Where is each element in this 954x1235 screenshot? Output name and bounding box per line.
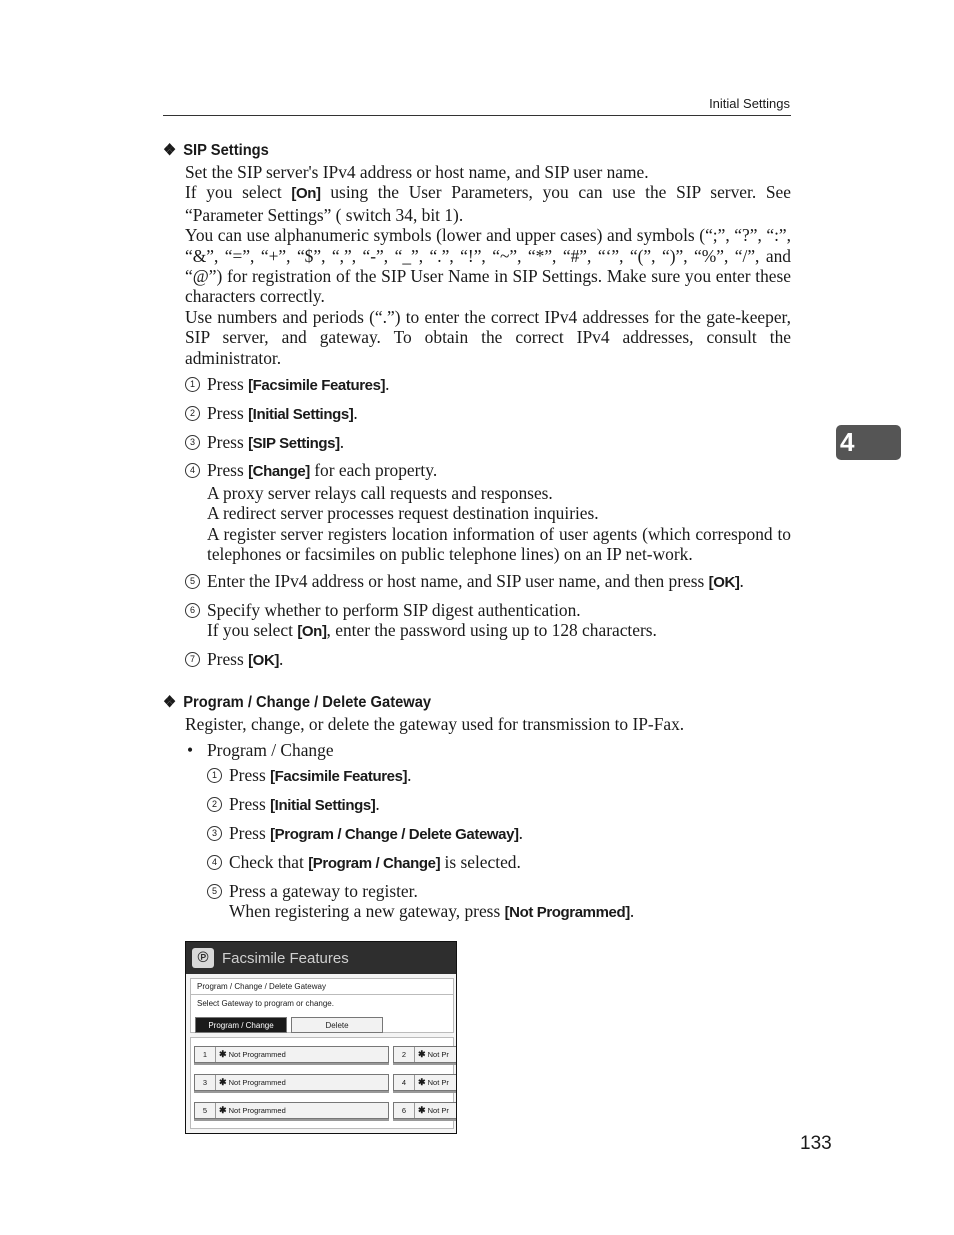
step: 5 Enter the IPv4 address or host name, and SIP user name, and then press [OK]. <box>185 571 791 593</box>
star-icon: ✱ <box>418 1049 426 1059</box>
gateway-steps <box>207 765 791 923</box>
paragraph: Use numbers and periods (“.”) to enter the correct IPv4 addresses for the gate-keeper, SIP server, and gateway. To obtain the correct IPv4 addresses, consult the administrator. <box>185 306 791 368</box>
program-change-tab[interactable]: Program / Change <box>195 1017 287 1033</box>
page-number: 133 <box>800 1133 832 1154</box>
gateway-button[interactable]: 4 ✱ Not Pr <box>393 1074 457 1091</box>
step: 2 Press [Initial Settings]. <box>185 403 791 425</box>
delete-tab[interactable]: Delete <box>291 1017 383 1033</box>
gateway-button[interactable]: 2 ✱ Not Pr <box>393 1046 457 1063</box>
star-icon: ✱ <box>219 1049 227 1059</box>
facsimile-features-screenshot <box>185 941 457 1134</box>
screen-titlebar <box>186 942 456 974</box>
star-icon: ✱ <box>418 1077 426 1087</box>
step: 3 Press [Program / Change / Delete Gateway]. <box>207 823 791 845</box>
paragraph: You can use alphanumeric symbols (lower and upper cases) and symbols (“;”, “?”, “:”, “&”, “=”, “+”, “$”, “,”, “-”, “_”, “.”, “!”, “~”, “*”, “#”, “‘”, “(”, “)”, “%”, “/”, and “@”) for registration of the SIP User Name in SIP Settings. Make sure you enter these characters correctly. <box>185 225 791 307</box>
screen-title: Facsimile Features <box>222 949 349 967</box>
prompt-text: Select Gateway to program or change. <box>197 999 334 1008</box>
bullet-item: • Program / Change 1 Press [Facsimile Features]. 2 Press [Initial Settings]. 3 Press [Program / Change / Delete Gateway]. 4 Check that [Program / Change] is selected. 5 Press a gateway to register. When registering a new gateway, press [Not Programmed]. <box>185 740 791 923</box>
gateway-button[interactable]: 6 ✱ Not Pr <box>393 1102 457 1119</box>
star-icon: ✱ <box>219 1105 227 1115</box>
gateway-button[interactable]: 3 ✱ Not Programmed <box>194 1074 389 1091</box>
gateway-intro <box>163 714 791 734</box>
step: 4 Press [Change] for each property. A proxy server relays call requests and responses. A redirect server processes request destination inquiries. A register server registers location information of user agents (which correspond to telephones or facsimiles on public telephone lines) on an IP net-work. <box>185 460 791 564</box>
bullet-icon: • <box>187 740 194 761</box>
step: 1 Press [Facsimile Features]. <box>185 374 791 396</box>
diamond-bullet-icon: ❖ <box>163 693 177 711</box>
paragraph: Register, change, or delete the gateway used for transmission to IP-Fax. <box>185 713 685 734</box>
step: 7 Press [OK]. <box>185 649 791 671</box>
paragraph: If you select [On] using the User Parameters, you can use the SIP server. See “Parameter Settings” ( switch 34, bit 1). <box>185 182 791 225</box>
step: 1 Press [Facsimile Features]. <box>207 765 791 787</box>
step: 3 Press [SIP Settings]. <box>185 432 791 454</box>
sip-intro <box>163 162 791 368</box>
star-icon: ✱ <box>219 1077 227 1087</box>
breadcrumb: Program / Change / Delete Gateway <box>190 978 454 995</box>
header-rule <box>163 115 791 116</box>
section-heading-sip: ❖ SIP Settings <box>163 140 741 162</box>
fax-app-icon: ℗ <box>192 948 214 968</box>
gateway-button[interactable]: 1 ✱ Not Programmed <box>194 1046 389 1063</box>
gateway-bullets <box>163 740 791 923</box>
step: 6 Specify whether to perform SIP digest authentication. If you select [On], enter the password using up to 128 characters. <box>185 600 791 643</box>
section-heading-gateway: ❖ Program / Change / Delete Gateway <box>163 692 741 714</box>
star-icon: ✱ <box>418 1105 426 1115</box>
step: 2 Press [Initial Settings]. <box>207 794 791 816</box>
step: 5 Press a gateway to register. When registering a new gateway, press [Not Programmed]. <box>207 881 791 924</box>
diamond-bullet-icon: ❖ <box>163 142 177 159</box>
page-content <box>163 140 791 930</box>
running-header: Initial Settings <box>709 96 790 111</box>
gateway-grid <box>190 1037 454 1129</box>
step: 4 Check that [Program / Change] is selected. <box>207 852 791 874</box>
gateway-button[interactable]: 5 ✱ Not Programmed <box>194 1102 389 1119</box>
prompt-panel <box>190 995 454 1033</box>
paragraph: Set the SIP server's IPv4 address or host name, and SIP user name. <box>185 162 649 182</box>
sip-steps <box>163 374 791 671</box>
chapter-tab: 4 <box>836 425 901 460</box>
